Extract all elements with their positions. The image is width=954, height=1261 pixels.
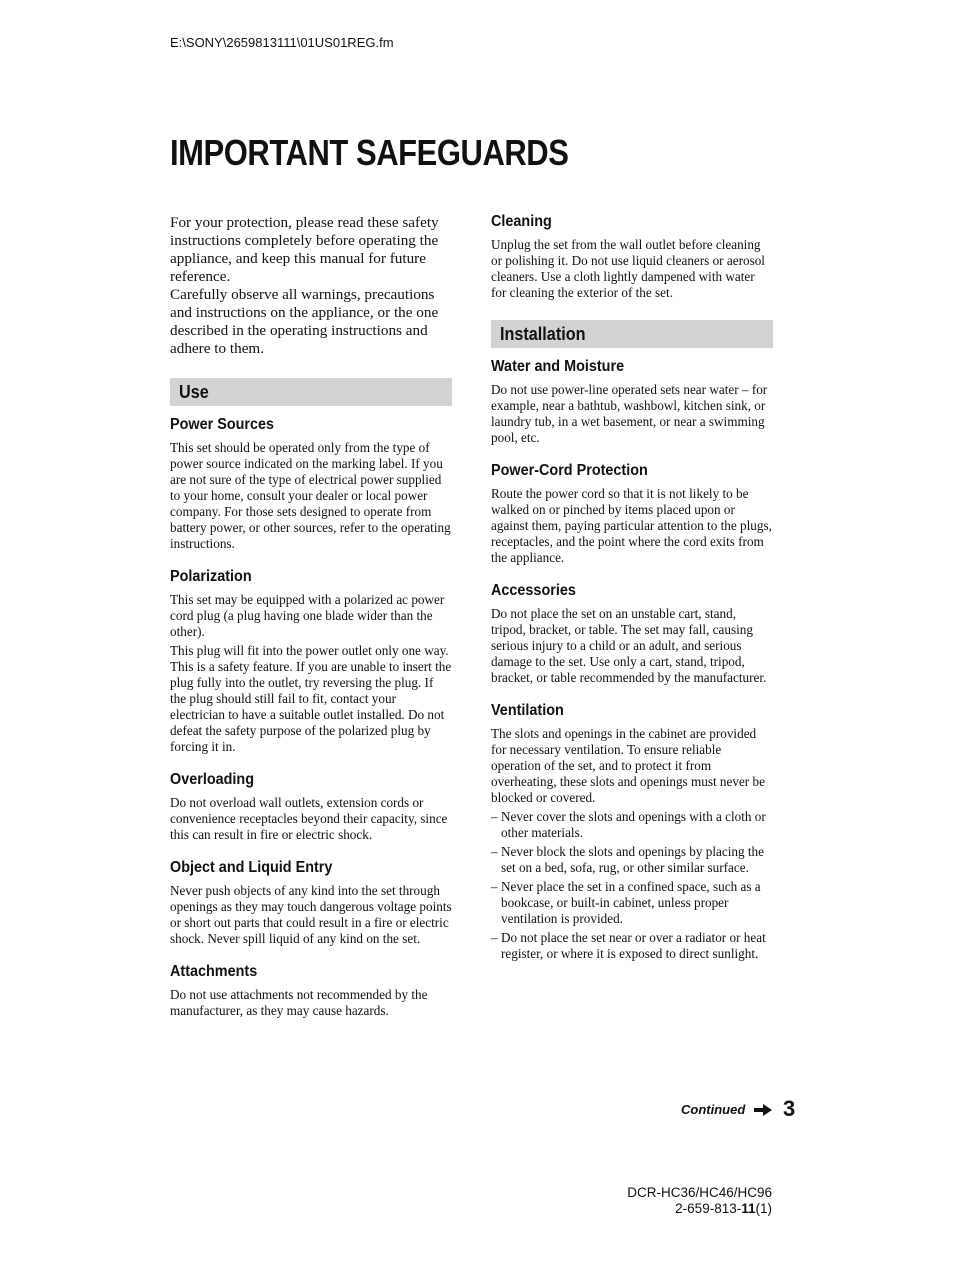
heading-water-moisture: Water and Moisture bbox=[491, 358, 625, 375]
text-cleaning: Unplug the set from the wall outlet before cleaning or polishing it. Do not use liquid cleaners or aerosol cleaners. Use a cloth lightly dampened with water for cleaning the exterior of the set. bbox=[491, 237, 765, 300]
part-number: 2-659-813-11(1) bbox=[675, 1201, 772, 1216]
list-item: – Do not place the set near or over a radiator or heat register, or where it is exposed to direct sunlight. bbox=[491, 930, 773, 962]
model-info bbox=[627, 1185, 772, 1217]
section-band-installation bbox=[491, 320, 773, 348]
page-number: 3 bbox=[783, 1096, 796, 1121]
continued-label: Continued bbox=[681, 1102, 746, 1117]
text-polarization-2: This plug will fit into the power outlet only one way. This is a safety feature. If you are unable to insert the plug fully into the outlet, try reversing the plug. If the plug should still fail to fit, contact your electrician to have a suitable outlet installed. Do not defeat the safety purpose of the polarized plug by forcing it in. bbox=[170, 643, 452, 754]
text-attachments: Do not use attachments not recommended by the manufacturer, as they may cause hazards. bbox=[170, 987, 428, 1018]
text-power-sources: This set should be operated only from the type of power source indicated on the marking label. If you are not sure of the type of electrical power supplied to your home, consult your dealer or local power company. For those sets designed to operate from battery power, or other sources, refer to the operating instructions. bbox=[170, 440, 451, 551]
list-item: – Never block the slots and openings by placing the set on a bed, sofa, rug, or other similar surface. bbox=[491, 844, 773, 876]
section-band-use bbox=[170, 378, 452, 406]
intro-paragraph-2: Carefully observe all warnings, precautions and instructions on the appliance, or the one described in the operating instructions and adhere to them. bbox=[170, 286, 439, 357]
text-ventilation: The slots and openings in the cabinet are provided for necessary ventilation. To ensure reliable operation of the set, and to protect it from overheating, these slots and openings must never be blocked or covered. bbox=[491, 726, 765, 805]
heading-object-liquid-entry: Object and Liquid Entry bbox=[170, 859, 333, 876]
arrow-right-icon bbox=[754, 1104, 772, 1116]
file-path: E:\SONY\2659813111\01US01REG.fm bbox=[170, 35, 394, 50]
heading-attachments: Attachments bbox=[170, 963, 258, 980]
text-accessories: Do not place the set on an unstable cart, stand, tripod, bracket, or table. The set may fall, causing serious injury to a child or an adult, and serious damage to the set. Use only a cart, stand, tripod, bracket, or table recommended by the manufacturer. bbox=[491, 606, 767, 685]
text-power-cord-protection: Route the power cord so that it is not likely to be walked on or pinched by items placed upon or against them, paying particular attention to the plugs, receptacles, and the point where the cord exits from the appliance. bbox=[491, 486, 772, 565]
list-item: – Never cover the slots and openings with a cloth or other materials. bbox=[491, 809, 773, 841]
heading-ventilation: Ventilation bbox=[491, 702, 564, 719]
text-overloading: Do not overload wall outlets, extension cords or convenience receptacles beyond their capacity, since this can result in fire or electric shock. bbox=[170, 795, 448, 842]
heading-polarization: Polarization bbox=[170, 568, 252, 585]
heading-overloading: Overloading bbox=[170, 771, 255, 788]
left-column bbox=[170, 214, 452, 1019]
intro-paragraph-1: For your protection, please read these safety instructions completely before operating the appliance, and keep this manual for future reference. bbox=[170, 214, 439, 285]
page-title: IMPORTANT SAFEGUARDS bbox=[170, 132, 569, 173]
heading-power-sources: Power Sources bbox=[170, 416, 275, 433]
text-object-liquid-entry: Never push objects of any kind into the set through openings as they may touch dangerous voltage points or short out parts that could result in a fire or electric shock. Never spill liquid of any kind on the set. bbox=[170, 883, 452, 946]
text-polarization-1: This set may be equipped with a polarized ac power cord plug (a plug having one blade wider than the other). bbox=[170, 592, 445, 639]
model-number: DCR-HC36/HC46/HC96 bbox=[627, 1185, 772, 1200]
ventilation-list bbox=[491, 809, 773, 962]
heading-cleaning: Cleaning bbox=[491, 213, 552, 230]
right-column bbox=[491, 213, 773, 965]
heading-accessories: Accessories bbox=[491, 582, 576, 599]
text-water-moisture: Do not use power-line operated sets near water – for example, near a bathtub, washbowl, kitchen sink, or laundry tub, in a wet basement, or near a swimming pool, etc. bbox=[491, 382, 768, 445]
heading-power-cord-protection: Power-Cord Protection bbox=[491, 462, 648, 479]
list-item: – Never place the set in a confined space, such as a bookcase, or built-in cabinet, unless proper ventilation is provided. bbox=[491, 879, 773, 927]
section-band-installation-label: Installation bbox=[500, 323, 586, 344]
section-band-use-label: Use bbox=[179, 381, 209, 402]
